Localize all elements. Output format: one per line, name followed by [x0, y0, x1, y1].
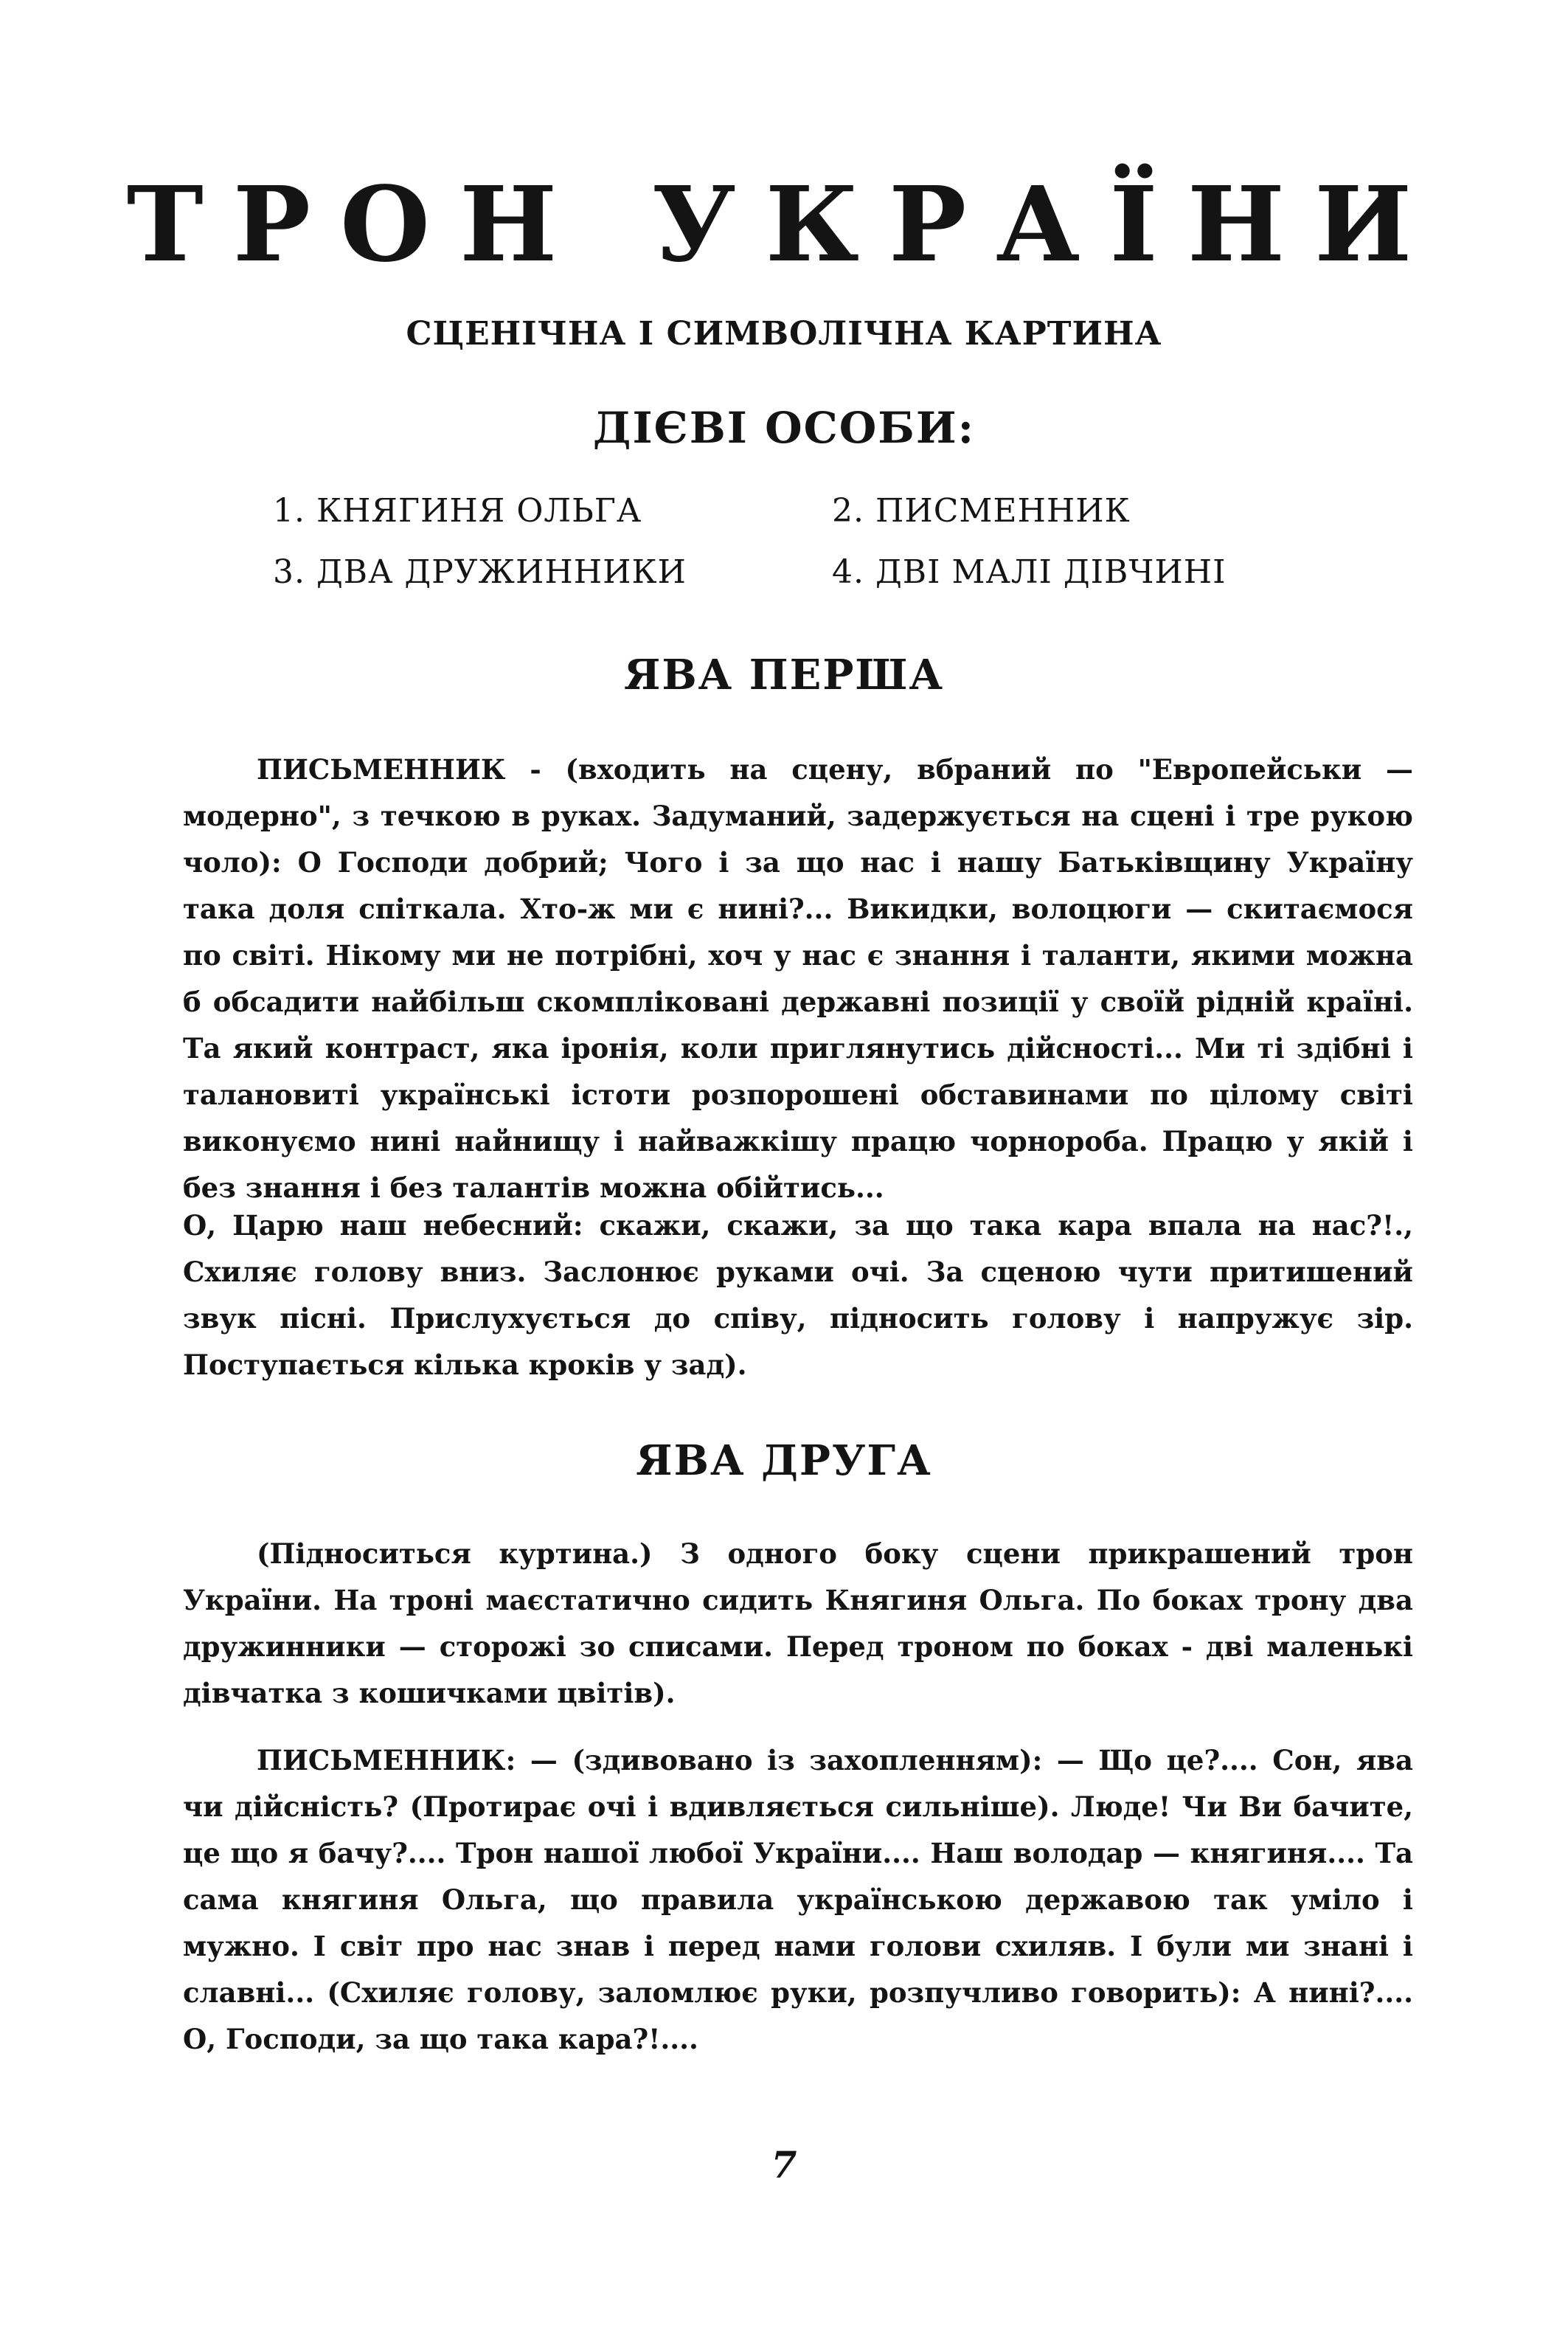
- scene-1-paragraph-1: ПИСЬМЕННИК - (входить на сцену, вбраний по "Европейськи — модерно", з течкою в руках. Задуманий, задержується на сцені і тре рукою чоло): О Господи добрий; Чого і за що нас і нашу Батьківщину Україну така доля спіткала. Хто-ж ми є нині?... Викидки, волоцюги — скитаємося по світі. Нікому ми не потрібні, хоч у нас є знання і таланти, якими можна б обсадити найбільш скомпліковані державні позиції у своїй рідній країні. Та який контраст, яка іронія, коли приглянутись дійсності... Ми ті здібні і талановиті українські істоти розпорошені обставинами по цілому світі виконуємо нині найнищу і найважкішу працю чорнороба. Працю у якій і без знання і без талантів можна обійтись...: [183, 753, 1413, 1204]
- page-number: 7: [771, 2143, 797, 2187]
- cast-item-writer: 2. ПИСМЕННИК: [832, 492, 1131, 530]
- scene-1-paragraph-2: О, Царю наш небесний: скажи, скажи, за що така кара впала на нас?!., Схиляє голову вниз. Заслонює руками очі. За сценою чути притишений звук пісні. Прислухується до співу, підносить голову і напружує зір. Поступається кілька кроків у зад).: [183, 1209, 1413, 1381]
- play-subtitle: СЦЕНІЧНА І СИМВОЛІЧНА КАРТИНА: [406, 315, 1162, 353]
- scene-2-paragraph-1: (Підноситься куртина.) З одного боку сцени прикрашений трон України. На троні маєстатично сидить Княгиня Ольга. По боках трону два дружинники — сторожі зо списами. Перед троном по боках - дві маленькі дівчатка з кошичками цвітів).: [183, 1537, 1413, 1709]
- scene-1-heading: ЯВА ПЕРША: [623, 651, 945, 699]
- cast-heading: ДІЄВІ ОСОБИ:: [592, 403, 976, 453]
- cast-item-girls: 4. ДВІ МАЛІ ДІВЧИНІ: [832, 553, 1227, 591]
- scene-2-paragraph-2: ПИСЬМЕННИК: — (здивовано із захопленням): — Що це?.... Сон, ява чи дійсність? (Протирає очі і вдивляється сильніше). Люде! Чи Ви бачите, це що я бачу?.... Трон нашої любої України.... Наш володар — княгиня.... Та сама княгиня Ольга, що правила українською державою так уміло і мужно. І світ про нас знав і перед нами голови схиляв. І були ми знані і славні... (Схиляє голову, заломлює руки, розпучливо говорить): А нині?.... О, Господи, за що така кара?!....: [183, 1744, 1413, 2055]
- scene-2-heading: ЯВА ДРУГА: [636, 1436, 932, 1485]
- play-title: ТРОН УКРАЇНИ: [126, 165, 1442, 285]
- cast-item-guards: 3. ДВА ДРУЖИННИКИ: [273, 553, 687, 591]
- cast-item-olga: 1. КНЯГИНЯ ОЛЬГА: [273, 492, 642, 530]
